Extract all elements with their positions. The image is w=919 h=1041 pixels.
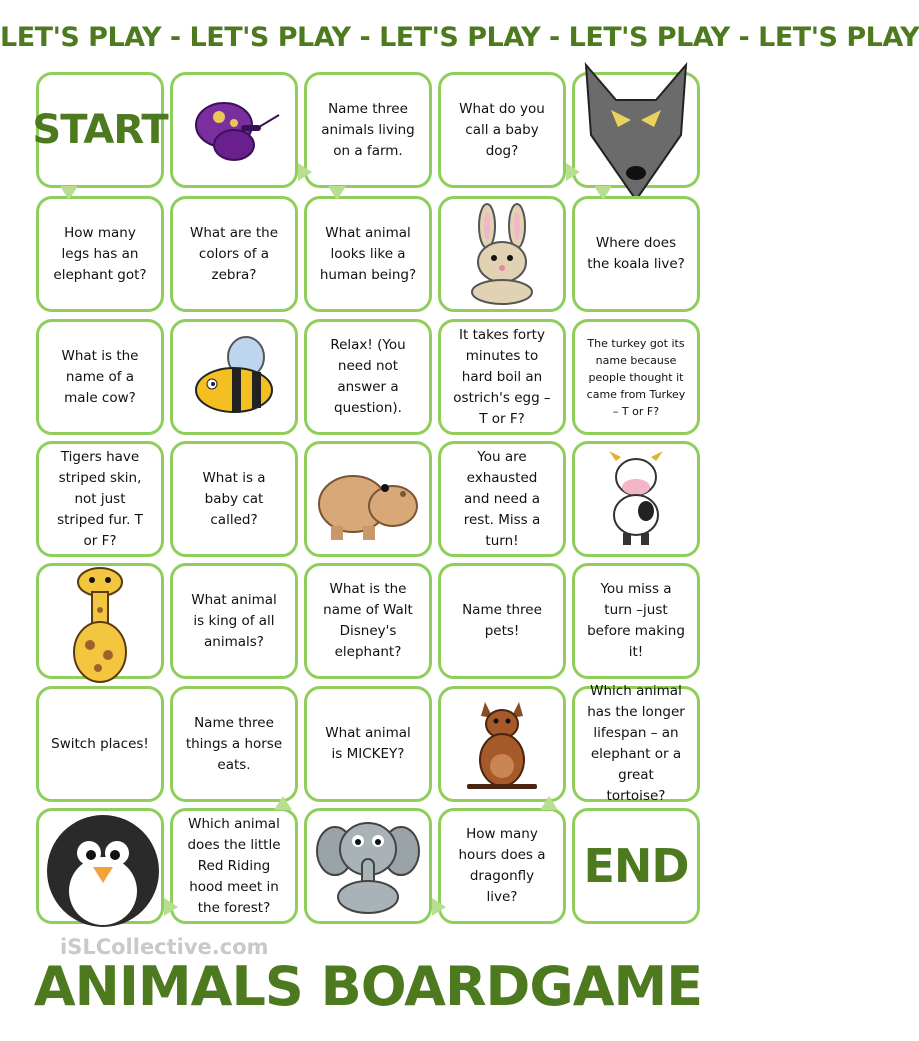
- bee-icon: [184, 332, 284, 422]
- rabbit-square[interactable]: [438, 196, 566, 312]
- kangaroo-icon: [457, 694, 547, 794]
- square-text: Which animal has the longer lifespan – an elephant or a great tortoise?: [587, 683, 685, 804]
- start-square[interactable]: [32, 72, 168, 188]
- arrow-right-icon: [298, 163, 312, 181]
- square-text: You are exhausted and need a rest. Miss a turn!: [463, 448, 541, 549]
- hippo-icon: [313, 454, 423, 544]
- arrow-right-icon: [432, 898, 446, 916]
- board-square-11[interactable]: [36, 441, 164, 557]
- square-text: Relax! (You need not answer a question).: [330, 337, 406, 416]
- board-square-20[interactable]: [304, 686, 432, 802]
- board-square-4[interactable]: [170, 196, 298, 312]
- board-square-19[interactable]: [170, 686, 298, 802]
- square-text: The turkey got its name because people thought it came from Turkey – T or F?: [586, 336, 686, 418]
- square-text: What animal looks like a human being?: [319, 224, 417, 283]
- board-square-14[interactable]: [170, 563, 298, 679]
- square-text: What animal is MICKEY?: [325, 725, 411, 762]
- board-square-18[interactable]: [36, 686, 164, 802]
- kangaroo-square[interactable]: [438, 686, 566, 802]
- board-square-13[interactable]: [438, 441, 566, 557]
- board-square-3[interactable]: [36, 196, 164, 312]
- square-text: What animal is king of all animals?: [191, 591, 277, 650]
- arrow-down-icon: [594, 186, 612, 200]
- square-text: Which animal does the little Red Riding hood meet in the forest?: [187, 815, 281, 916]
- square-text: It takes forty minutes to hard boil an ostrich's egg – T or F?: [453, 326, 551, 427]
- board-square-16[interactable]: [438, 563, 566, 679]
- square-text: How many legs has an elephant got?: [53, 224, 147, 283]
- square-text: Tigers have striped skin, not just striped fur. T or F?: [57, 448, 143, 549]
- board-square-21[interactable]: [572, 683, 700, 804]
- square-text: You miss a turn –just before making it!: [587, 581, 685, 660]
- wolf-square[interactable]: [572, 72, 700, 188]
- butterfly-square[interactable]: [170, 72, 298, 188]
- penguin-square[interactable]: [36, 808, 164, 924]
- board-square-8[interactable]: [304, 319, 432, 435]
- banner-title: LET'S PLAY - LET'S PLAY - LET'S PLAY - LET'S PLAY - LET'S PLAY: [0, 22, 919, 53]
- board-square-22[interactable]: [170, 808, 298, 924]
- cow-square[interactable]: [572, 441, 700, 557]
- square-text: What are the colors of a zebra?: [189, 224, 279, 283]
- square-text: Name three things a horse eats.: [185, 714, 283, 773]
- board-square-2[interactable]: [438, 72, 566, 188]
- game-title: ANIMALS BOARDGAME: [33, 955, 703, 1018]
- square-text: What is the name of a male cow?: [61, 347, 139, 406]
- elephant-icon: [313, 811, 423, 921]
- arrow-up-icon: [274, 796, 292, 810]
- board-square-7[interactable]: [36, 319, 164, 435]
- square-text: Where does the koala live?: [587, 235, 685, 272]
- square-text: Name three pets!: [462, 602, 542, 639]
- giraffe-square[interactable]: [36, 563, 164, 679]
- board-square-6[interactable]: [572, 196, 700, 312]
- board-square-17[interactable]: [572, 563, 700, 679]
- board-square-5[interactable]: [304, 196, 432, 312]
- arrow-down-icon: [60, 186, 78, 200]
- penguin-icon: [39, 811, 167, 931]
- start-label: START: [32, 107, 168, 153]
- square-text: Switch places!: [51, 735, 149, 752]
- elephant-square[interactable]: [304, 808, 432, 924]
- rabbit-icon: [462, 204, 542, 304]
- hippo-square[interactable]: [304, 441, 432, 557]
- arrow-right-icon: [164, 898, 178, 916]
- square-text: Name three animals living on a farm.: [321, 100, 415, 159]
- board-square-15[interactable]: [304, 563, 432, 679]
- square-text: What do you call a baby dog?: [459, 100, 545, 159]
- end-label: END: [583, 839, 689, 893]
- cow-icon: [591, 449, 681, 549]
- board-square-9[interactable]: [438, 319, 566, 435]
- square-text: How many hours does a dragonfly live?: [458, 826, 546, 905]
- square-text: What is a baby cat called?: [202, 469, 266, 528]
- board-square-12[interactable]: [170, 441, 298, 557]
- square-text: What is the name of Walt Disney's elephant?: [323, 581, 413, 660]
- board-square-10[interactable]: [572, 319, 700, 435]
- giraffe-icon: [60, 560, 140, 690]
- watermark: iSLCollective.com: [60, 935, 269, 959]
- board-square-23[interactable]: [438, 808, 566, 924]
- wolf-icon: [576, 55, 696, 205]
- butterfly-icon: [179, 85, 289, 175]
- end-square[interactable]: [572, 808, 700, 924]
- board-square-1[interactable]: [304, 72, 432, 188]
- arrow-down-icon: [328, 186, 346, 200]
- arrow-up-icon: [540, 796, 558, 810]
- arrow-right-icon: [566, 163, 580, 181]
- bee-square[interactable]: [170, 319, 298, 435]
